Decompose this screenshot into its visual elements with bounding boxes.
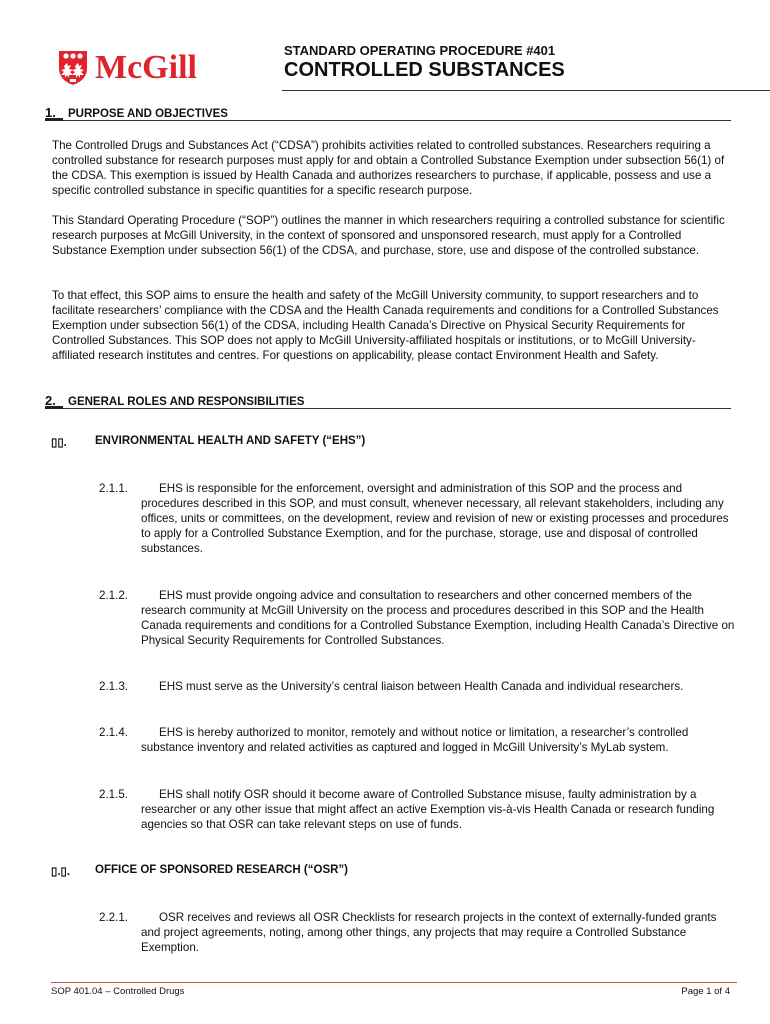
page-number: Page 1 of 4 [681,986,730,997]
section-1-heading [45,106,731,121]
paragraph-1: The Controlled Drugs and Substances Act (“CDSA”) prohibits activities related to controlled substances. Researchers requiring a controlled substance for research purposes must apply for and obtain a Controlled Substance Exemption under subsection 56(1) of the CDSA. This exemption is issued by Health Canada and authorizes researchers to purchase, if applicable, possess and use a specific controlled substance in specific quantities for a specific research purpose. [52,139,725,197]
section-number: 1. [45,105,56,120]
list-item [99,481,735,556]
item-text: EHS must serve as the University’s central liaison between Health Canada and individual researchers. [159,680,684,693]
list-item [99,725,735,755]
paragraph-2: This Standard Operating Procedure (“SOP”) outlines the manner in which researchers requiring a controlled substance for scientific research purposes at McGill University, in the context of sponsored and unsponsored research, must apply for a Controlled Substance Exemption under subsection 56(1) of the CDSA, and purchase, store, use and dispose of the controlled substance. [52,214,725,257]
paragraph-3: To that effect, this SOP aims to ensure the health and safety of the McGill University community, to support researchers and to facilitate researchers’ compliance with the CDSA and the Health Canada requirements and conditions for a Controlled Substances Exemption under subsection 56(1) of the CDSA, including Health Canada’s Directive on Physical Security Requirements for Controlled Substances. This SOP does not apply to McGill University-affiliated hospitals or institutions, or to McGill University-affiliated research institutes and centres. For questions on applicability, please contact Environment Health and Safety. [52,289,719,362]
header-divider [282,90,770,91]
list-item [99,588,735,648]
item-number: 2.1.5. [99,788,129,801]
list-item [99,787,735,832]
subsection-number: ▯.▯. [51,866,71,878]
section-title: PURPOSE AND OBJECTIVES [68,108,228,120]
item-number: 2.1.1. [99,482,129,495]
footer-document-id: SOP 401.04 – Controlled Drugs [51,986,185,997]
item-text: EHS shall notify OSR should it become aware of Controlled Substance misuse, faulty administration by a researcher or any other issue that might affect an active Exemption vis-à-vis Health Canada or research funding agencies so that OSR can take relevant steps on use of funds. [141,788,715,831]
section-2-heading [45,394,731,409]
section-title: GENERAL ROLES AND RESPONSIBILITIES [68,396,305,408]
heading-underline-mark [45,118,63,121]
item-number: 2.1.2. [99,589,129,602]
item-text: OSR receives and reviews all OSR Checklists for research projects in the context of externally-funded grants and project agreements, noting, among other things, any projects that may require a Controlled Substance Exemption. [141,911,717,954]
page-title: CONTROLLED SUBSTANCES [284,59,565,81]
subsection-title: ENVIRONMENTAL HEALTH AND SAFETY (“EHS”) [95,435,366,447]
subsection-number: ▯▯. [51,437,67,449]
section-number: 2. [45,393,56,408]
item-text: EHS is hereby authorized to monitor, remotely and without notice or limitation, a researcher’s controlled substance inventory and related activities as captured and logged in McGill University’s MyLab system. [141,726,689,754]
item-number: 2.1.4. [99,726,129,739]
footer-divider [51,982,737,983]
mcgill-shield-icon [58,50,88,86]
document-header [58,40,741,92]
item-number: 2.1.3. [99,680,129,693]
item-number: 2.2.1. [99,911,129,924]
item-text: EHS is responsible for the enforcement, oversight and administration of this SOP and the process and procedures described in this SOP, and must consult, whenever necessary, all relevant stakeholders, including any offices, units or committees, on the development, review and revision of new or existing processes and procedures to apply for a Controlled Substance Exemption, and for the purchase, storage, use and disposal of controlled substances. [141,482,729,555]
list-item [99,910,735,955]
item-text: EHS must provide ongoing advice and consultation to researchers and other concerned members of the research community at McGill University on the process and procedures described in this SOP and the Health Canada requirements and conditions for a Controlled Substance Exemption, including Health Canada’s Directive on Physical Security Requirements for Controlled Substances. [141,589,735,647]
heading-underline-mark [45,406,63,409]
subsection-title: OFFICE OF SPONSORED RESEARCH (“OSR”) [95,864,349,876]
logo-wordmark: McGill [95,49,197,86]
sop-number: STANDARD OPERATING PROCEDURE #401 [284,43,556,58]
list-item [99,679,735,694]
